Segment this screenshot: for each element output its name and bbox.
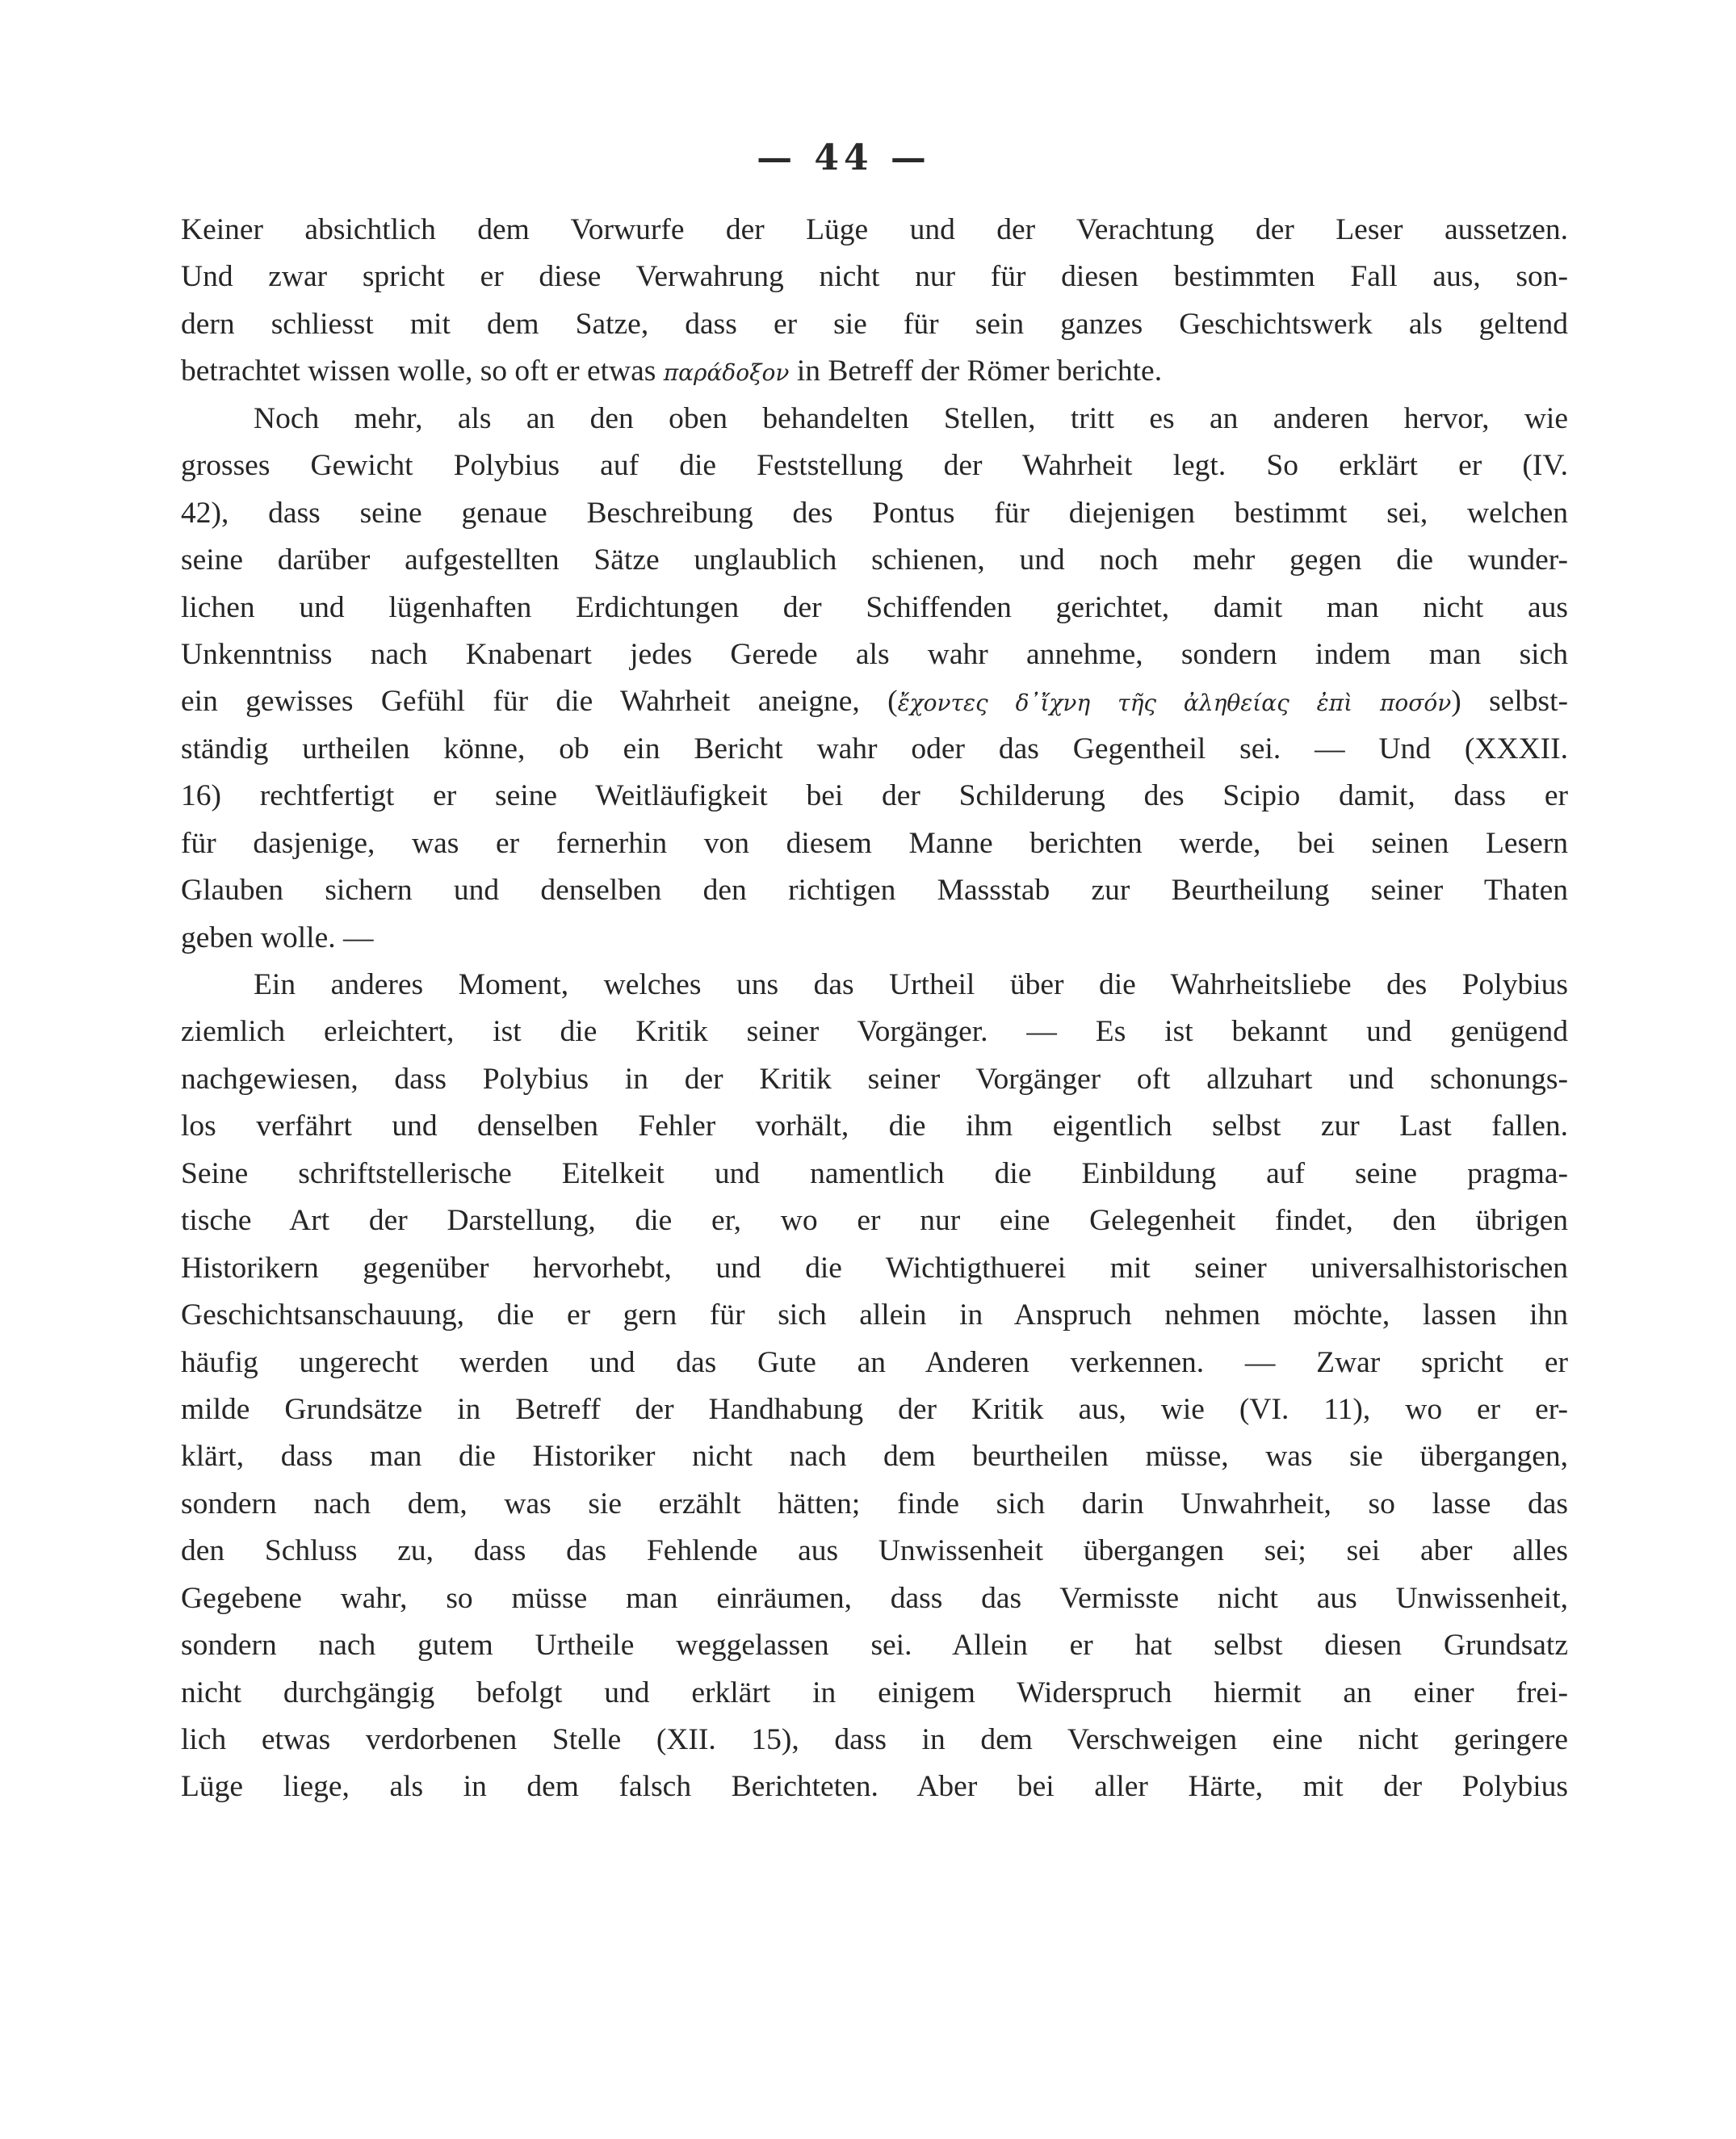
text-line: lich etwas verdorbenen Stelle (XII. 15), dass in dem Verschweigen eine nicht geringere [181, 1723, 1568, 1756]
text-line: Historikern gegenüber hervorhebt, und die Wichtigthuerei mit seiner universalhistorischen [181, 1251, 1568, 1285]
text-line: für dasjenige, was er fernerhin von diesem Manne berichten werde, bei seinen Lesern [181, 826, 1568, 860]
text-line: Lüge liege, als in dem falsch Berichteten. Aber bei aller Härte, mit der Polybius [181, 1770, 1568, 1804]
text-line: ständig urtheilen könne, ob ein Bericht wahr oder das Gegentheil sei. — Und (XXXII. [181, 732, 1568, 765]
text-line: 16) rechtfertigt er seine Weitläufigkeit bei der Schilderung des Scipio damit, dass er [181, 779, 1568, 813]
text-line: sondern nach dem, was sie erzählt hätten; finde sich darin Unwahrheit, so lasse das [181, 1487, 1568, 1520]
text-line: milde Grundsätze in Betreff der Handhabung der Kritik aus, wie (VI. 11), wo er er- [181, 1392, 1568, 1426]
text-line: seine darüber aufgestellten Sätze unglaublich schienen, und noch mehr gegen die wunder- [181, 543, 1568, 577]
greek-phrase: ἔχοντες δ᾽ἴχνη τῆς ἀληθείας ἐπὶ ποσόν [897, 690, 1452, 717]
text-line: geben wolle. — [181, 921, 374, 954]
text-segment: ein gewisses Gefühl für die Wahrheit aneigne, ( [181, 685, 898, 719]
text-line: Ein anderes Moment, welches uns das Urtheil über die Wahrheitsliebe des Polybius [254, 968, 1568, 1001]
text-line: Gegebene wahr, so müsse man einräumen, dass das Vermisste nicht aus Unwissenheit, [181, 1581, 1568, 1615]
text-line: klärt, dass man die Historiker nicht nach dem beurtheilen müsse, was sie übergangen, [181, 1440, 1568, 1474]
text-line: Unkenntniss nach Knabenart jedes Gerede als wahr annehme, sondern indem man sich [181, 637, 1568, 671]
text-line: 42), dass seine genaue Beschreibung des Pontus für diejenigen bestimmt sei, welchen [181, 496, 1568, 530]
greek-phrase: παράδοξον [663, 359, 790, 387]
text-line: häufig ungerecht werden und das Gute an Anderen verkennen. — Zwar spricht er [181, 1345, 1568, 1379]
text-segment: in Betreff der Römer berichte. [789, 354, 1163, 388]
text-line: nicht durchgängig befolgt und erklärt in einigem Widerspruch hiermit an einer frei- [181, 1676, 1568, 1709]
text-line: grosses Gewicht Polybius auf die Feststellung der Wahrheit legt. So erklärt er (IV. [181, 449, 1568, 483]
text-line: los verfährt und denselben Fehler vorhält, die ihm eigentlich selbst zur Last fallen. [181, 1109, 1568, 1143]
text-line: Geschichtsanschauung, die er gern für sich allein in Anspruch nehmen möchte, lassen ihn [181, 1298, 1568, 1332]
text-line: nachgewiesen, dass Polybius in der Kritik seiner Vorgänger oft allzuhart und schonungs- [181, 1062, 1568, 1096]
text-segment: ) selbst- [1451, 685, 1568, 719]
page-number: — 44 — [757, 137, 931, 178]
text-line: den Schluss zu, dass das Fehlende aus Unwissenheit übergangen sei; sei aber alles [181, 1534, 1568, 1568]
text-line [181, 678, 1568, 725]
text-line: Und zwar spricht er diese Verwahrung nicht nur für diesen bestimmten Fall aus, son- [181, 260, 1568, 294]
text-segment: betrachtet wissen wolle, so oft er etwas [181, 354, 664, 388]
text-line: Seine schriftstellerische Eitelkeit und namentlich die Einbildung auf seine pragma- [181, 1156, 1568, 1190]
text-line: Glauben sichern und denselben den richtigen Massstab zur Beurtheilung seiner Thaten [181, 874, 1568, 908]
text-line: lichen und lügenhaften Erdichtungen der Schiffenden gerichtet, damit man nicht aus [181, 590, 1568, 624]
text-line: dern schliesst mit dem Satze, dass er sie für sein ganzes Geschichtswerk als geltend [181, 307, 1568, 341]
text-line: Keiner absichtlich dem Vorwurfe der Lüge und der Verachtung der Leser aussetzen. [181, 213, 1568, 246]
text-line: tische Art der Darstellung, die er, wo er nur eine Gelegenheit findet, den übrigen [181, 1204, 1568, 1238]
text-line: sondern nach gutem Urtheile weggelassen sei. Allein er hat selbst diesen Grundsatz [181, 1629, 1568, 1663]
text-line [181, 348, 1568, 395]
text-line: ziemlich erleichtert, ist die Kritik seiner Vorgänger. — Es ist bekannt und genügend [181, 1015, 1568, 1049]
body-text [181, 207, 1568, 1811]
text-line: Noch mehr, als an den oben behandelten Stellen, tritt es an anderen hervor, wie [254, 401, 1568, 435]
